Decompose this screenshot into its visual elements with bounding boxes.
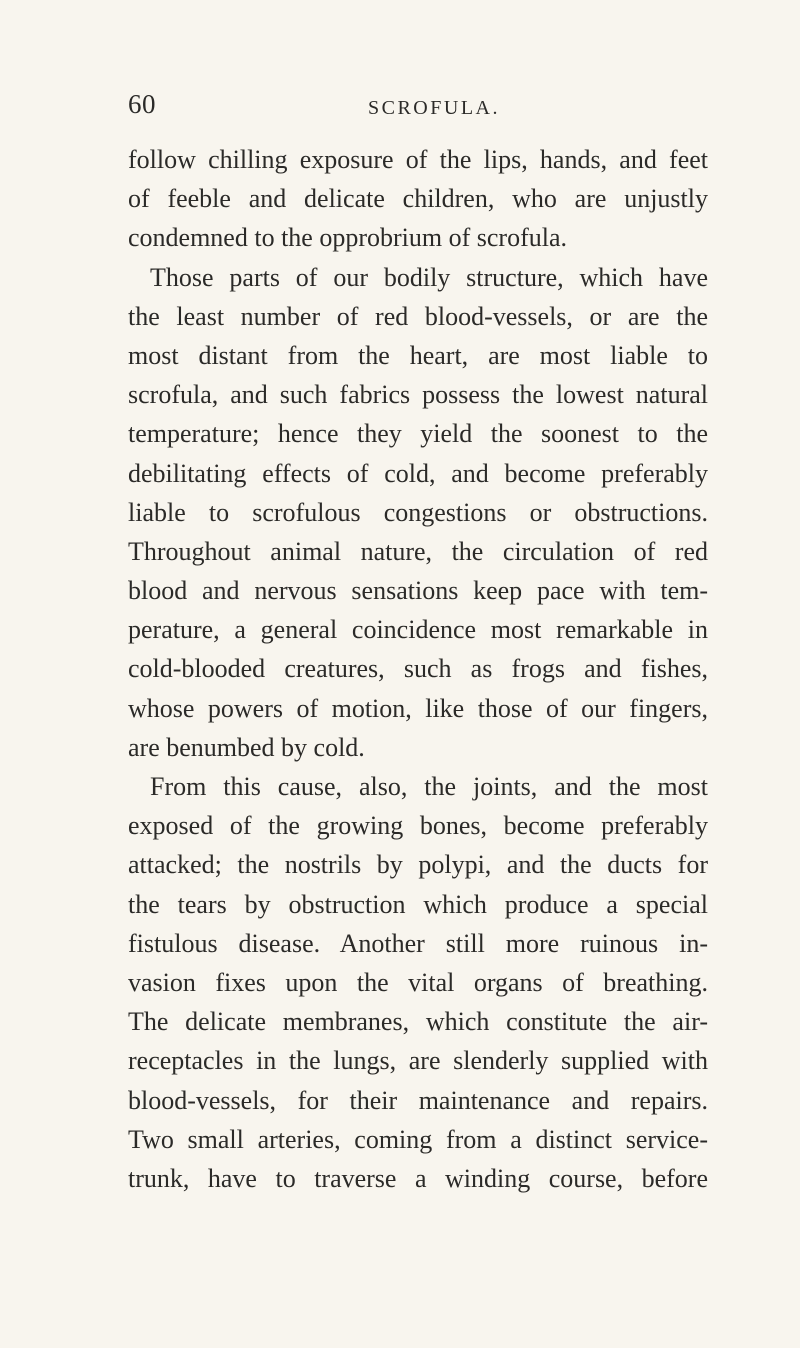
text-line: blood-vessels, for their maintenance and repairs. <box>128 1085 708 1115</box>
text-line: the least number of red blood-vessels, or are the <box>128 301 708 331</box>
text-line: attacked; the nostrils by polypi, and the ducts for <box>128 850 708 880</box>
text-line: debilitating effects of cold, and become preferably <box>128 458 708 488</box>
text-line: receptacles in the lungs, are slenderly supplied with <box>128 1046 708 1076</box>
text-line: trunk, have to traverse a winding course, before <box>128 1163 708 1193</box>
text-line: Those parts of our bodily structure, which have <box>150 262 708 292</box>
text-line: fistulous disease. Another still more ruinous in- <box>128 928 708 958</box>
page-number: 60 <box>128 89 156 119</box>
text-line: scrofula, and such fabrics possess the lowest natural <box>128 380 708 410</box>
text-line: The delicate membranes, which constitute the air- <box>128 1007 708 1037</box>
text-line: perature, a general coincidence most remarkable in <box>128 615 708 645</box>
text-line: most distant from the heart, are most liable to <box>128 340 708 370</box>
text-line: From this cause, also, the joints, and the most <box>150 772 708 801</box>
text-line: whose powers of motion, like those of our fingers, <box>128 693 708 723</box>
page-header <box>128 88 708 128</box>
text-line: liable to scrofulous congestions or obstructions. <box>128 497 708 527</box>
text-line: Throughout animal nature, the circulation of red <box>128 536 708 566</box>
text-line: temperature; hence they yield the soonest to the <box>128 419 708 449</box>
text-line: condemned to the opprobrium of scrofula. <box>128 223 567 253</box>
body-text <box>128 140 708 1198</box>
text-line: of feeble and delicate children, who are unjustly <box>128 184 708 214</box>
text-line: vasion fixes upon the vital organs of breathing. <box>128 967 708 997</box>
text-line: are benumbed by cold. <box>128 732 365 762</box>
text-line: exposed of the growing bones, become preferably <box>128 811 708 841</box>
text-line: the tears by obstruction which produce a special <box>128 889 708 919</box>
text-line: cold-blooded creatures, such as frogs and fishes, <box>128 654 708 684</box>
text-line: blood and nervous sensations keep pace with tem- <box>128 576 708 606</box>
text-line: Two small arteries, coming from a distinct service- <box>128 1124 708 1154</box>
running-head: SCROFULA. <box>368 97 500 119</box>
text-line: follow chilling exposure of the lips, hands, and feet <box>128 145 708 174</box>
